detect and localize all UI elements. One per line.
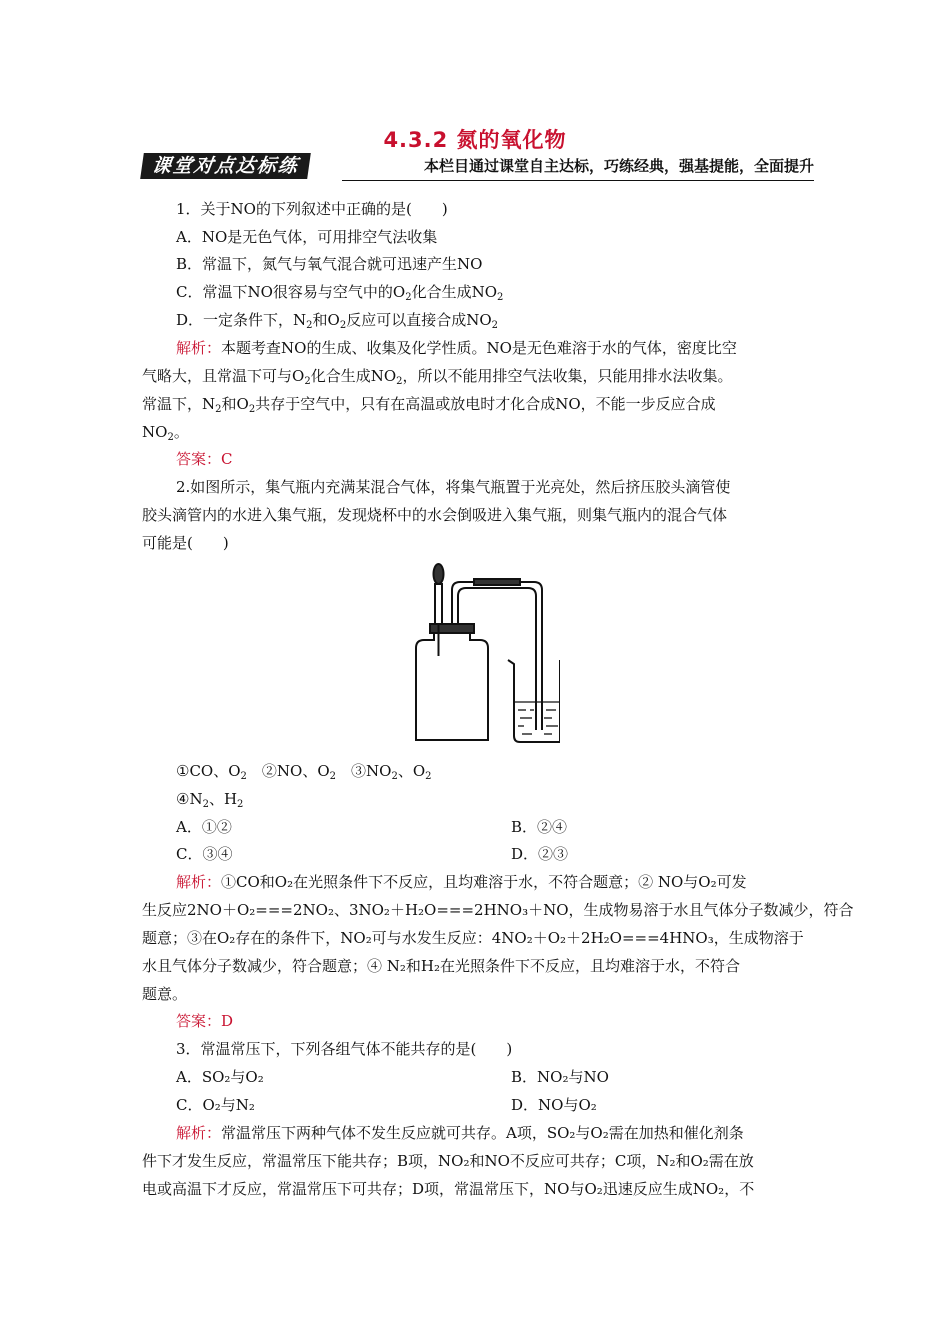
text-run: 化合生成NO — [310, 367, 397, 385]
q3-option-c: C．O₂与N₂ — [176, 1096, 255, 1114]
q3-stem: 3．常温常压下，下列各组气体不能共存的是( ) — [176, 1040, 513, 1058]
banner-slogan: 本栏目通过课堂自主达标，巧练经典，强基提能，全面提升 — [423, 157, 814, 175]
text-run: ，所以不能用排空气法收集，只能用排水法收集。 — [402, 367, 733, 385]
q1-stem: 1．关于NO的下列叙述中正确的是( ) — [176, 200, 448, 218]
q2-analysis-3: 题意；③在O₂存在的条件下，NO₂可与水发生反应：4NO₂＋O₂＋2H₂O===4HNO₃，生成物溶于 — [142, 929, 804, 947]
text-run: 常温下，N — [142, 395, 216, 413]
text-run: 、O — [397, 762, 426, 780]
subscript: 2 — [306, 320, 313, 331]
q1-analysis-1 — [176, 337, 737, 359]
q1-option-a: A．NO是无色气体，可用排空气法收集 — [176, 228, 438, 246]
text-run: 常温常压下两种气体不发生反应就可共存。A项，SO₂与O₂需在加热和催化剂条 — [221, 1124, 744, 1142]
q3-option-a: A．SO₂与O₂ — [176, 1068, 264, 1086]
q2-answer: 答案：D — [176, 1012, 234, 1030]
banner-rule — [342, 180, 814, 181]
subscript: 2 — [491, 320, 499, 331]
q2-candidates-1 — [176, 760, 432, 782]
page-title: 4.3.2 氮的氧化物 — [383, 128, 567, 152]
text-run: 化合生成NO — [411, 283, 498, 301]
q1-analysis-2 — [142, 365, 733, 387]
subscript: 2 — [215, 404, 222, 415]
text-run: ②NO、O — [246, 762, 330, 780]
q2-option-d: D．②③ — [511, 845, 569, 863]
q2-analysis-4: 水且气体分子数减少，符合题意；④ N₂和H₂在光照条件下不反应，且均难溶于水，不符合 — [142, 957, 741, 975]
beaker-icon — [508, 660, 560, 742]
q2-candidates-2 — [176, 788, 243, 810]
gas-bottle-icon — [416, 630, 488, 740]
dropper-icon — [435, 584, 442, 624]
subscript: 2 — [425, 771, 432, 782]
q2-analysis-1 — [176, 871, 747, 893]
q1-option-d — [176, 309, 498, 331]
q2-analysis-5: 题意。 — [142, 985, 188, 1003]
text-run: 和O — [221, 395, 249, 413]
q3-option-b: B．NO₂与NO — [511, 1068, 609, 1086]
apparatus-figure — [410, 560, 560, 750]
subscript: 2 — [339, 320, 347, 331]
analysis-label: 解析： — [176, 873, 222, 891]
q1-option-c — [176, 281, 503, 303]
subscript: 2 — [248, 404, 256, 415]
text-run: NO — [142, 423, 168, 441]
q2-option-c: C．③④ — [176, 845, 233, 863]
q3-analysis-1 — [176, 1122, 744, 1144]
subscript: 2 — [240, 771, 247, 782]
subscript: 2 — [396, 376, 403, 387]
text-run: ③NO — [336, 762, 392, 780]
text-run: 和O — [312, 311, 340, 329]
analysis-label: 解析： — [176, 1124, 222, 1142]
subscript: 2 — [202, 799, 209, 810]
q2-analysis-2: 生反应2NO＋O₂===2NO₂、3NO₂＋H₂O===2HNO₃＋NO，生成物易溶于水且气体分子数减少，符合 — [142, 901, 854, 919]
subscript: 2 — [237, 799, 244, 810]
text-run: 反应可以直接合成NO — [346, 311, 492, 329]
subscript: 2 — [391, 771, 398, 782]
text-run: ①CO和O₂在光照条件下不反应，且均难溶于水，不符合题意；② NO与O₂可发 — [221, 873, 747, 891]
q1-answer: 答案：C — [176, 450, 233, 468]
text-run: C．常温下NO很容易与空气中的O — [176, 283, 406, 301]
q3-analysis-3: 电或高温下才反应，常温常压下可共存；D项，常温常压下，NO与O₂迅速反应生成NO₂，不 — [142, 1180, 755, 1198]
q2-stem-1: 2.如图所示，集气瓶内充满某混合气体，将集气瓶置于光亮处，然后挤压胶头滴管使 — [176, 478, 731, 496]
text-run: D．一定条件下，N — [176, 311, 307, 329]
q1-analysis-3 — [142, 393, 716, 415]
subscript: 2 — [405, 292, 412, 303]
q1-analysis-4 — [142, 421, 189, 443]
text-run: 、H — [208, 790, 238, 808]
q2-option-a: A．①② — [176, 818, 232, 836]
text-run: ①CO、O — [176, 762, 241, 780]
subscript: 2 — [497, 292, 504, 303]
subscript: 2 — [329, 771, 337, 782]
banner-tag: 课堂对点达标练 — [140, 153, 311, 179]
analysis-label: 解析： — [176, 339, 222, 357]
section-banner — [142, 153, 814, 179]
q2-option-b: B．②④ — [511, 818, 568, 836]
q3-analysis-2: 件下才发生反应，常温常压下能共存；B项，NO₂和NO不反应可共存；C项，N₂和O₂需在放 — [142, 1152, 754, 1170]
bent-tube-icon — [452, 582, 542, 730]
text-run: 共存于空气中，只有在高温或放电时才化合成NO，不能一步反应合成 — [255, 395, 716, 413]
stopper-icon — [430, 624, 474, 633]
q2-stem-3: 可能是( ) — [142, 534, 229, 552]
text-run: 本题考查NO的生成、收集及化学性质。NO是无色难溶于水的气体，密度比空 — [221, 339, 737, 357]
text-run: ④N — [176, 790, 203, 808]
subscript: 2 — [304, 376, 311, 387]
q1-option-b: B．常温下，氮气与氧气混合就可迅速产生NO — [176, 255, 483, 273]
text-run: 气略大，且常温下可与O — [142, 367, 305, 385]
text-run: 。 — [173, 423, 189, 441]
q2-stem-2: 胶头滴管内的水进入集气瓶，发现烧杯中的水会倒吸进入集气瓶，则集气瓶内的混合气体 — [142, 506, 728, 524]
subscript: 2 — [167, 432, 174, 443]
q3-option-d: D．NO与O₂ — [511, 1096, 597, 1114]
